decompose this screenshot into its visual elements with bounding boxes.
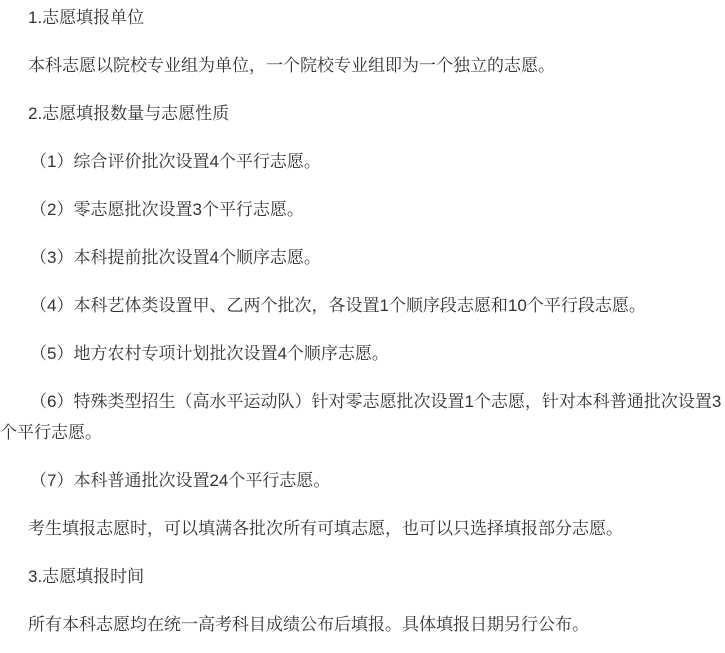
numbered-item: （4）本科艺体类设置甲、乙两个批次，各设置1个顺序段志愿和10个平行段志愿。 [30, 296, 646, 315]
numbered-item: （6）特殊类型招生（高水平运动队）针对零志愿批次设置1个志愿，针对本科普通批次设置3个平行志愿。 [0, 392, 722, 442]
paragraph: 本科志愿以院校专业组为单位，一个院校专业组即为一个独立的志愿。 [28, 56, 555, 75]
numbered-item: （2）零志愿批次设置3个平行志愿。 [30, 200, 304, 219]
paragraph: 所有本科志愿均在统一高考科目成绩公布后填报。具体填报日期另行公布。 [28, 615, 589, 634]
section-heading: 3.志愿填报时间 [28, 567, 145, 586]
numbered-item: （5）地方农村专项计划批次设置4个顺序志愿。 [30, 344, 389, 363]
paragraph: 考生填报志愿时，可以填满各批次所有可填志愿，也可以只选择填报部分志愿。 [28, 519, 623, 538]
section-heading: 1.志愿填报单位 [28, 8, 145, 27]
numbered-item: （7）本科普通批次设置24个平行志愿。 [30, 471, 331, 490]
numbered-item: （3）本科提前批次设置4个顺序志愿。 [30, 248, 321, 267]
section-heading: 2.志愿填报数量与志愿性质 [28, 104, 230, 123]
numbered-item: （1）综合评价批次设置4个平行志愿。 [30, 152, 321, 171]
